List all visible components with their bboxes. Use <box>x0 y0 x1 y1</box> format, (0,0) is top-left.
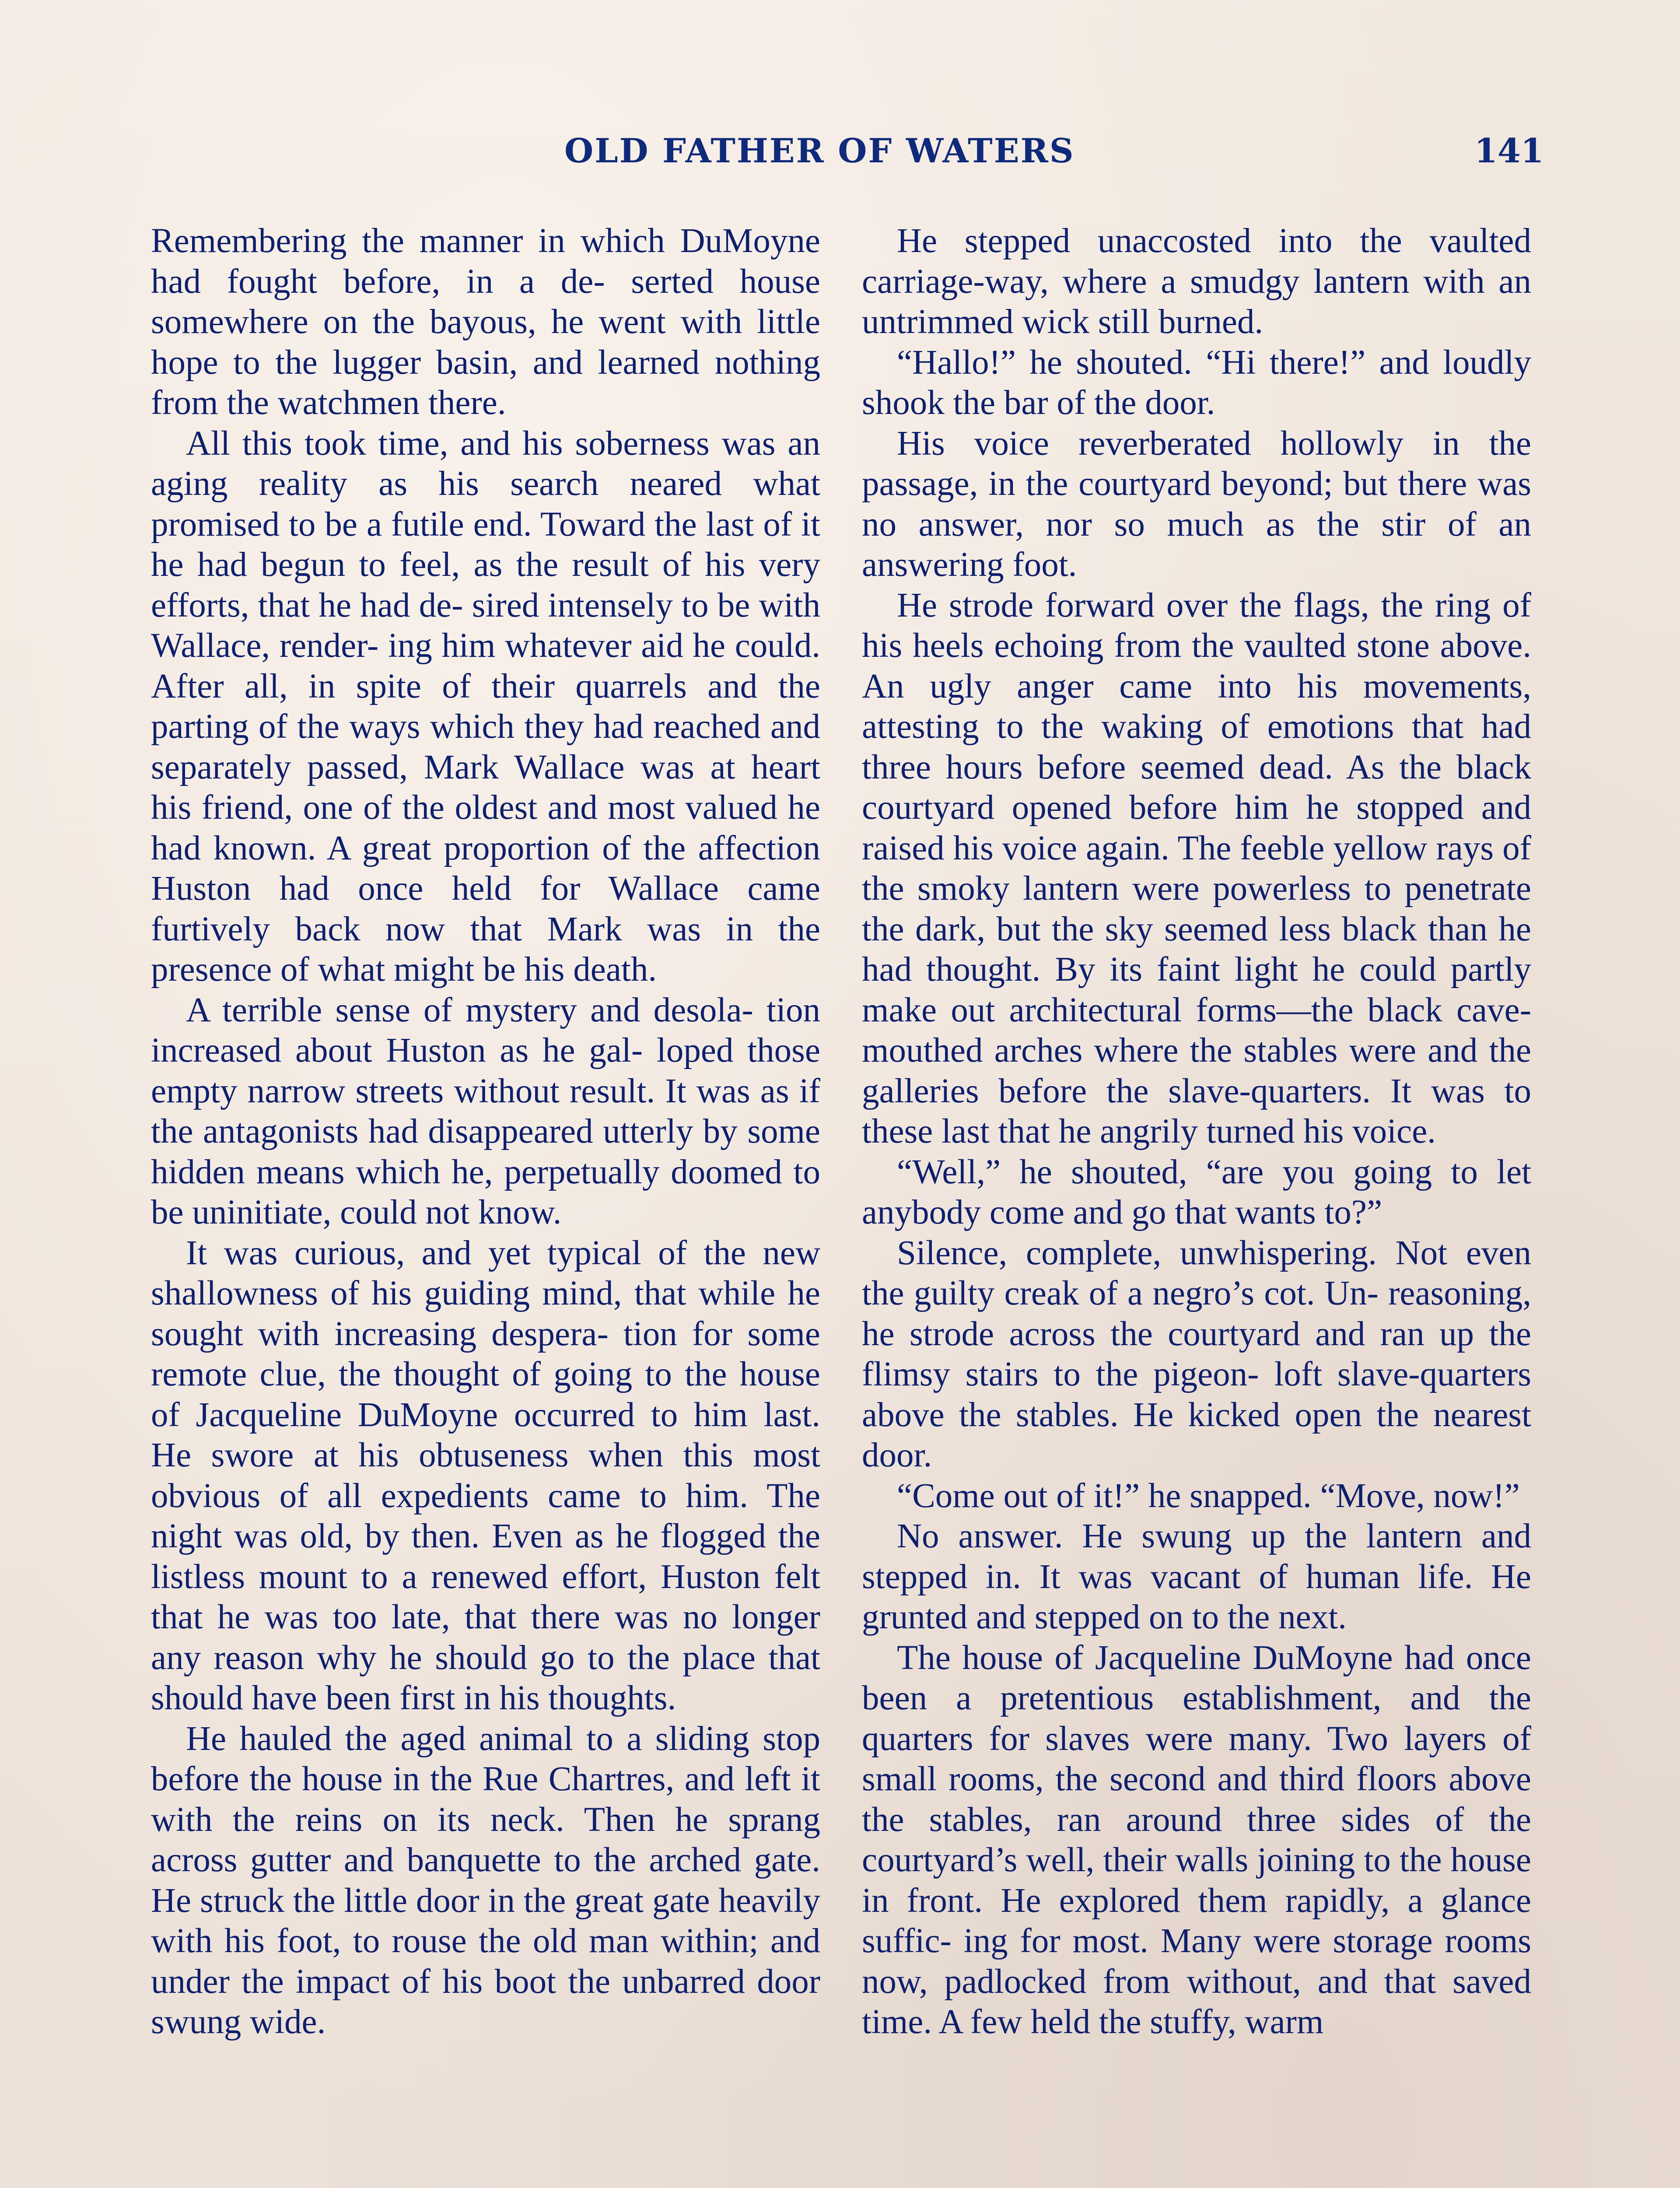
page-header <box>0 131 1680 179</box>
paragraph: He strode forward over the flags, the ring of his heels echoing from the vaulted stone above. An ugly anger came into his movements, attesting to the waking of emotions that had three hours before seemed dead. As the black courtyard opened before him he stopped and raised his voice again. The feeble yellow rays of the smoky lantern were powerless to penetrate the dark, but the sky seemed less black than he had thought. By its faint light he could partly make out architectural forms—the black cave- mouthed arches where the stables were and the galleries before the slave-quarters. It was to these last that he angrily turned his voice. <box>862 586 1531 1150</box>
paragraph: His voice reverberated hollowly in the passage, in the courtyard beyond; but there was no answer, nor so much as the stir of an answering foot. <box>862 424 1531 584</box>
paragraph: He stepped unaccosted into the vaulted carriage-way, where a smudgy lantern with an untrimmed wick still burned. <box>862 222 1531 341</box>
page-number: 141 <box>1474 131 1544 170</box>
running-title: OLD FATHER OF WATERS <box>564 131 1075 170</box>
paragraph: A terrible sense of mystery and desola- tion increased about Huston as he gal- loped those empty narrow streets without result. It was as if the antagonists had disappeared utterly by some hidden means which he, perpetually doomed to be uninitiate, could not know. <box>151 991 820 1231</box>
paragraph: Remembering the manner in which DuMoyne had fought before, in a de- serted house somewhere on the bayous, he went with little hope to the lugger basin, and learned nothing from the watchmen there. <box>151 222 820 422</box>
paragraph: “Come out of it!” he snapped. “Move, now!” <box>897 1476 1520 1515</box>
left-column <box>151 221 820 2043</box>
paragraph: Silence, complete, unwhispering. Not even the guilty creak of a negro’s cot. Un- reasoning, he strode across the courtyard and ran up the flimsy stairs to the pigeon- loft slave-quarters above the stables. He kicked open the nearest door. <box>862 1234 1531 1474</box>
paragraph: It was curious, and yet typical of the new shallowness of his guiding mind, that while he sought with increasing despera- tion for some remote clue, the thought of going to the house of Jacqueline DuMoyne occurred to him last. He swore at his obtuseness when this most obvious of all expedients came to him. The night was old, by then. Even as he flogged the listless mount to a renewed effort, Huston felt that he was too late, that there was no longer any reason why he should go to the place that should have been first in his thoughts. <box>151 1234 820 1717</box>
paragraph: No answer. He swung up the lantern and stepped in. It was vacant of human life. He grunted and stepped on to the next. <box>862 1517 1531 1636</box>
paragraph: “Hallo!” he shouted. “Hi there!” and loudly shook the bar of the door. <box>862 343 1531 422</box>
paragraph: He hauled the aged animal to a sliding stop before the house in the Rue Chartres, and left it with the reins on its neck. Then he sprang across gutter and banquette to the arched gate. He struck the little door in the great gate heavily with his foot, to rouse the old man within; and under the impact of his boot the unbarred door swung wide. <box>151 1719 820 2041</box>
paragraph: “Well,” he shouted, “are you going to let anybody come and go that wants to?” <box>862 1153 1531 1231</box>
right-column <box>862 221 1531 2043</box>
paragraph: All this took time, and his soberness was an aging reality as his search neared what promised to be a futile end. Toward the last of it he had begun to feel, as the result of his very efforts, that he had de- sired intensely to be with Wallace, render- ing him whatever aid he could. After all, in spite of their quarrels and the parting of the ways which they had reached and separately passed, Mark Wallace was at heart his friend, one of the oldest and most valued he had known. A great proportion of the affection Huston had once held for Wallace came furtively back now that Mark was in the presence of what might be his death. <box>151 424 820 989</box>
paragraph: The house of Jacqueline DuMoyne had once been a pretentious establishment, and the quarters for slaves were many. Two layers of small rooms, the second and third floors above the stables, ran around three sides of the courtyard’s well, their walls joining to the house in front. He explored them rapidly, a glance suffic- ing for most. Many were storage rooms now, padlocked from without, and that saved time. A few held the stuffy, warm <box>862 1638 1531 2041</box>
